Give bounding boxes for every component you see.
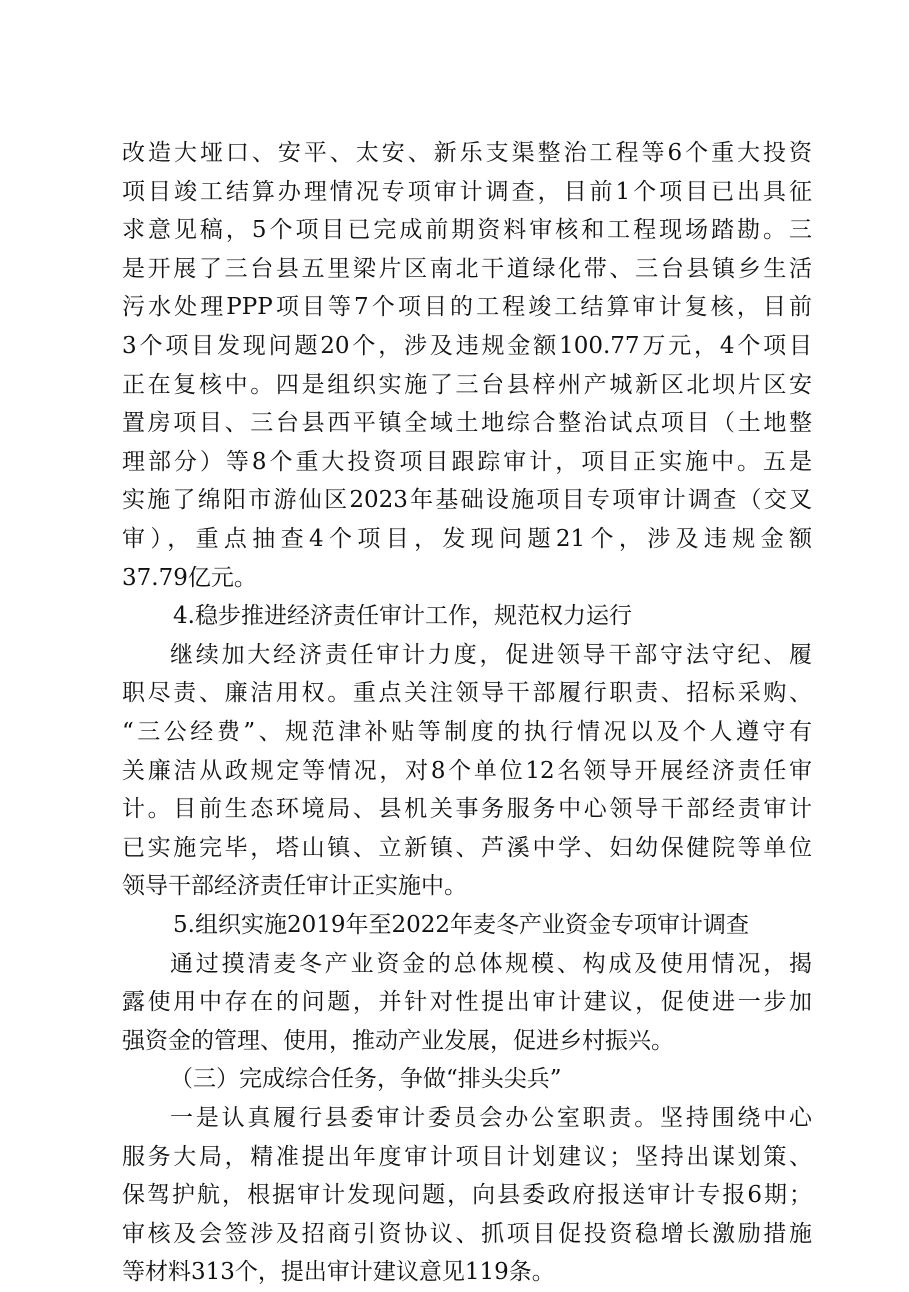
- paragraph-line: 理部分）等8个重大投资项目跟踪审计，项目正实施中。五是: [122, 448, 812, 475]
- paragraph-line: 保驾护航，根据审计发现问题，向县委政府报送审计专报6期；: [122, 1182, 812, 1209]
- paragraph-line: 服务大局，精准提出年度审计项目计划建议；坚持出谋划策、: [122, 1143, 812, 1170]
- paragraph-line: 通过摸清麦冬产业资金的总体规模、构成及使用情况，揭: [170, 950, 812, 977]
- paragraph-line: 实施了绵阳市游仙区2023年基础设施项目专项审计调查（交叉: [122, 487, 812, 514]
- paragraph-line: 审核及会签涉及招商引资协议、抓项目促投资稳增长激励措施: [122, 1220, 812, 1247]
- paragraph-line: 一是认真履行县委审计委员会办公室职责。坚持围绕中心: [170, 1105, 812, 1131]
- paragraph-line: 露使用中存在的问题，并针对性提出审计建议，促使进一步加: [122, 989, 812, 1016]
- paragraph-line: 审），重点抽查4个项目，发现问题21个，涉及违规金额: [122, 526, 812, 552]
- paragraph-line: 置房项目、三台县西平镇全域土地综合整治试点项目（土地整: [122, 410, 812, 437]
- paragraph-line: 等材料313个，提出审计建议意见119条。: [122, 1259, 555, 1286]
- paragraph-line: 强资金的管理、使用，推动产业发展，促进乡村振兴。: [122, 1027, 674, 1054]
- paragraph-line: 正在复核中。四是组织实施了三台县梓州产城新区北坝片区安: [122, 371, 812, 398]
- paragraph-line: 项目竣工结算办理情况专项审计调查，目前1个项目已出具征: [122, 178, 812, 205]
- paragraph-line: 计。目前生态环境局、县机关事务服务中心领导干部经责审计: [122, 796, 812, 823]
- paragraph-line: 37.79亿元。: [122, 564, 257, 591]
- paragraph-line: 是开展了三台县五里梁片区南北干道绿化带、三台县镇乡生活: [122, 255, 812, 282]
- section-heading: 4.稳步推进经济责任审计工作，规范权力运行: [173, 603, 632, 630]
- section-heading: （三）完成综合任务，争做“排头尖兵”: [170, 1066, 562, 1093]
- section-heading: 5.组织实施2019年至2022年麦冬产业资金专项审计调查: [173, 912, 750, 938]
- paragraph-line: 求意见稿，5个项目已完成前期资料审核和工程现场踏勘。三: [122, 217, 812, 244]
- paragraph-line: “三公经费”、规范津补贴等制度的执行情况以及个人遵守有: [122, 719, 812, 745]
- paragraph-line: 继续加大经济责任审计力度，促进领导干部守法守纪、履: [170, 641, 812, 668]
- paragraph-line: 已实施完毕，塔山镇、立新镇、芦溪中学、妇幼保健院等单位: [122, 834, 812, 861]
- paragraph-line: 关廉洁从政规定等情况，对8个单位12名领导开展经济责任审: [122, 757, 812, 784]
- paragraph-line: 改造大垭口、安平、太安、新乐支渠整治工程等6个重大投资: [122, 140, 812, 166]
- paragraph-line: 领导干部经济责任审计正实施中。: [122, 873, 467, 900]
- paragraph-line: 职尽责、廉洁用权。重点关注领导干部履行职责、招标采购、: [122, 680, 812, 707]
- paragraph-line: 3个项目发现问题20个，涉及违规金额100.77万元，4个项目: [122, 333, 812, 359]
- paragraph-line: 污水处理PPP项目等7个项目的工程竣工结算审计复核，目前: [122, 294, 812, 321]
